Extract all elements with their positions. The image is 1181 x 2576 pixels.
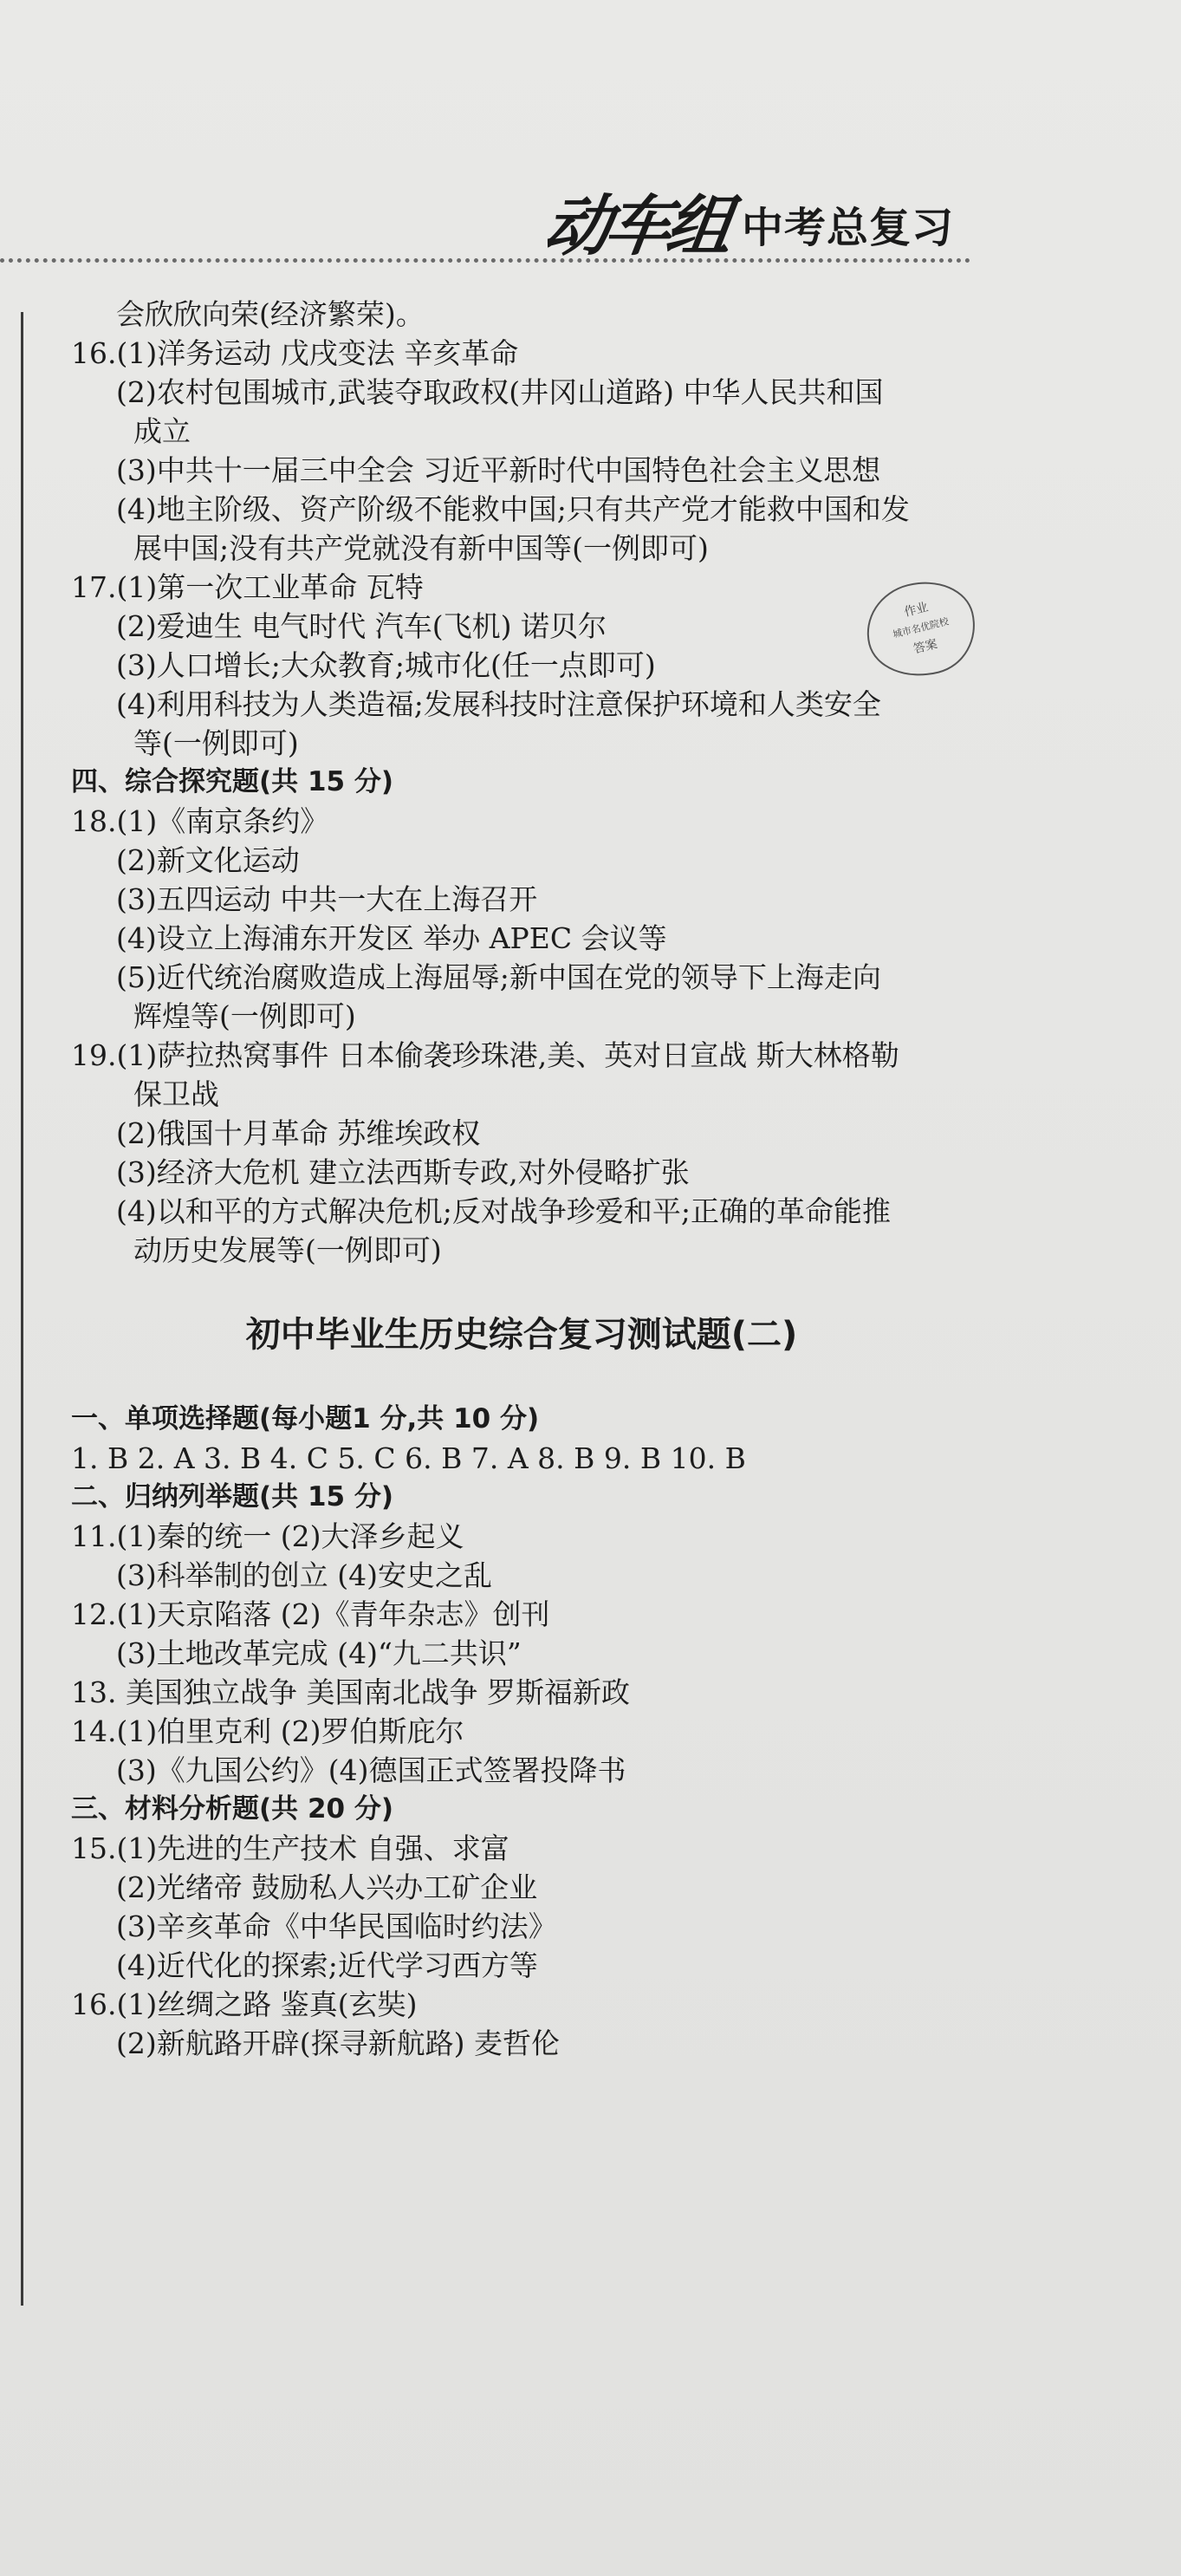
- answer-subline: (4)利用科技为人类造福;发展科技时注意保护环境和人类安全: [116, 687, 881, 721]
- answer-subline: (4)以和平的方式解决危机;反对战争珍爱和平;正确的革命能推: [116, 1194, 891, 1228]
- section-heading: 一、单项选择题(每小题1 分,共 10 分): [71, 1403, 540, 1434]
- stamp-line: 答案: [912, 637, 939, 657]
- answer-continuation: 动历史发展等(一例即可): [133, 1233, 442, 1267]
- answer-subline: (2)爱迪生 电气时代 汽车(飞机) 诺贝尔: [116, 609, 607, 643]
- binding-margin-line: [21, 312, 23, 2306]
- series-title: 中考总复习: [742, 204, 955, 252]
- section-heading: 二、归纳列举题(共 15 分): [71, 1481, 394, 1512]
- answer-subline: (3)经济大危机 建立法西斯专政,对外侵略扩张: [116, 1155, 690, 1189]
- answer-line: 12.(1)天京陷落 (2)《青年杂志》创刊: [71, 1597, 550, 1631]
- answer-subline: (3)中共十一届三中全会 习近平新时代中国特色社会主义思想: [116, 453, 881, 487]
- brand-logo: 动车组: [539, 187, 733, 264]
- section-heading: 三、材料分析题(共 20 分): [71, 1793, 394, 1825]
- page-header: [0, 173, 1181, 269]
- answer-subline: (4)设立上海浦东开发区 举办 APEC 会议等: [116, 921, 667, 955]
- section-heading: 四、综合探究题(共 15 分): [71, 766, 394, 797]
- answer-line: 11.(1)秦的统一 (2)大泽乡起义: [71, 1519, 464, 1553]
- answer-line: 17.(1)第一次工业革命 瓦特: [71, 570, 424, 604]
- answer-continuation: 辉煌等(一例即可): [133, 999, 356, 1033]
- answer-line: 19.(1)萨拉热窝事件 日本偷袭珍珠港,美、英对日宣战 斯大林格勒: [71, 1038, 899, 1072]
- answer-line: 14.(1)伯里克利 (2)罗伯斯庇尔: [71, 1714, 464, 1748]
- answer-subline: (3)五四运动 中共一大在上海召开: [116, 882, 538, 916]
- answer-subline: (3)科举制的创立 (4)安史之乱: [116, 1558, 492, 1592]
- answer-subline: 会欣欣向荣(经济繁荣)。: [116, 297, 425, 331]
- answer-continuation: 成立: [133, 414, 191, 448]
- answer-subline: (2)光绪帝 鼓励私人兴办工矿企业: [116, 1870, 538, 1904]
- answer-line: 15.(1)先进的生产技术 自强、求富: [71, 1831, 509, 1865]
- answers-part-2: [71, 1400, 990, 2063]
- answer-subline: (2)新文化运动: [116, 843, 300, 877]
- answer-continuation: 展中国;没有共产党就没有新中国等(一例即可): [133, 531, 709, 565]
- answer-subline: (3)人口增长;大众教育;城市化(任一点即可): [116, 648, 656, 682]
- answer-line: 13. 美国独立战争 美国南北战争 罗斯福新政: [71, 1675, 630, 1709]
- answer-subline: (3)土地改革完成 (4)“九二共识”: [116, 1636, 522, 1670]
- answer-line: 16.(1)洋务运动 戊戌变法 辛亥革命: [71, 336, 519, 370]
- header-dotted-divider: [0, 258, 970, 263]
- answer-line: 1. B 2. A 3. B 4. C 5. C 6. B 7. A 8. B 9. B 10. B: [71, 1441, 746, 1475]
- answer-content: [71, 295, 990, 2063]
- answer-subline: (2)新航路开辟(探寻新航路) 麦哲伦: [116, 2026, 560, 2060]
- answer-subline: (2)俄国十月革命 苏维埃政权: [116, 1116, 481, 1150]
- answer-line: 16.(1)丝绸之路 鉴真(玄奘): [71, 1987, 418, 2021]
- answer-subline: (2)农村包围城市,武装夺取政权(井冈山道路) 中华人民共和国: [116, 375, 884, 409]
- answer-continuation: 等(一例即可): [133, 726, 299, 760]
- answer-subline: (5)近代统治腐败造成上海屈辱;新中国在党的领导下上海走向: [116, 960, 881, 994]
- answer-line: 18.(1)《南京条约》: [71, 804, 329, 838]
- answer-subline: (4)近代化的探索;近代学习西方等: [116, 1948, 538, 1982]
- exam-title: 初中毕业生历史综合复习测试题(二): [245, 1315, 798, 1355]
- answer-subline: (4)地主阶级、资产阶级不能救中国;只有共产党才能救中国和发: [116, 492, 910, 526]
- answer-subline: (3)《九国公约》(4)德国正式签署投降书: [116, 1753, 626, 1787]
- answers-part-1: [71, 295, 990, 1270]
- answer-continuation: 保卫战: [133, 1077, 219, 1111]
- stamp-line: 作业: [902, 600, 930, 620]
- answer-subline: (3)辛亥革命《中华民国临时约法》: [116, 1909, 557, 1943]
- stamp-line: 城市名优院校: [892, 615, 951, 641]
